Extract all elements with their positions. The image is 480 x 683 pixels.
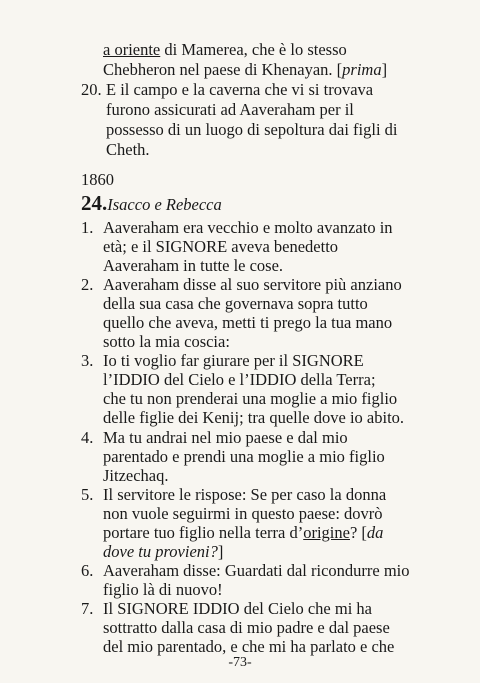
text-line: a oriente di Mamerea, che è lo stesso	[103, 40, 347, 59]
text-line: non vuole seguirmi in questo paese: dovrò	[103, 504, 383, 523]
text-line: parentado e prendi una moglie a mio figlio	[103, 447, 385, 466]
italic-note: prima	[342, 60, 382, 79]
text-line: sottratto dalla casa di mio padre e dal paese	[103, 618, 390, 637]
page-number: -73-	[228, 655, 252, 670]
italic-note: dove tu provieni?	[103, 542, 218, 561]
text-line: Il servitore le rispose: Se per caso la donna	[103, 485, 387, 504]
text-line: quello che aveva, metti ti prego la tua mano	[103, 313, 393, 332]
text-line: Ma tu andrai nel mio paese e dal mio	[103, 428, 348, 447]
verse-number: 6.	[81, 561, 94, 580]
text-line: Io ti voglio far giurare per il SIGNORE	[103, 351, 364, 370]
text-line: Il SIGNORE IDDIO del Cielo che mi ha	[103, 599, 372, 618]
verse-number: 20.	[81, 80, 102, 99]
text-line: età; e il SIGNORE aveva benedetto	[103, 237, 339, 256]
text-line: E il campo e la caverna che vi si trovava	[106, 80, 374, 99]
chapter-number: 24.	[81, 191, 108, 215]
text-line: dove tu provieni?]	[103, 542, 224, 561]
text-line: figlio là di nuovo!	[103, 580, 223, 599]
text-line: Aaveraham in tutte le cose.	[103, 256, 284, 275]
verse-number: 7.	[81, 599, 94, 618]
underlined-word: origine	[303, 523, 350, 542]
text-line: Aaveraham era vecchio e molto avanzato in	[103, 218, 393, 237]
text-line: delle figlie dei Kenij; tra quelle dove io abito.	[103, 408, 405, 427]
chapter-title: Isacco e Rebecca	[107, 195, 222, 214]
text-line: possesso di un luogo di sepoltura dai figli di	[106, 120, 398, 139]
underlined-phrase: a oriente	[103, 40, 161, 59]
text-line: Chebheron nel paese di Khenayan. [prima]	[103, 60, 388, 79]
verse-number: 1.	[81, 218, 94, 237]
italic-note: da	[366, 523, 384, 542]
text-line: sotto la mia coscia:	[103, 332, 230, 351]
year-label: 1860	[81, 170, 114, 189]
text-line: del mio parentado, e che mi ha parlato e che	[103, 637, 395, 656]
text-line: che tu non prenderai una moglie a mio figlio	[103, 389, 398, 408]
text-line: l’IDDIO del Cielo e l’IDDIO della Terra;	[103, 370, 376, 389]
text-line: Jitzechaq.	[103, 466, 169, 485]
text-line: Aaveraham disse: Guardati dal ricondurre mio	[103, 561, 410, 580]
text-line: della sua casa che governava sopra tutto	[103, 294, 368, 313]
text-line: Cheth.	[106, 140, 150, 159]
verse-number: 5.	[81, 485, 94, 504]
text-line: furono assicurati ad Aaveraham per il	[106, 100, 354, 119]
verse-number: 4.	[81, 428, 94, 447]
verse-number: 2.	[81, 275, 94, 294]
verse-number: 3.	[81, 351, 94, 370]
text-line: portare tuo figlio nella terra d’origine? [da	[103, 523, 384, 542]
text-line: Aaveraham disse al suo servitore più anziano	[103, 275, 402, 294]
chapter-heading	[81, 191, 222, 216]
